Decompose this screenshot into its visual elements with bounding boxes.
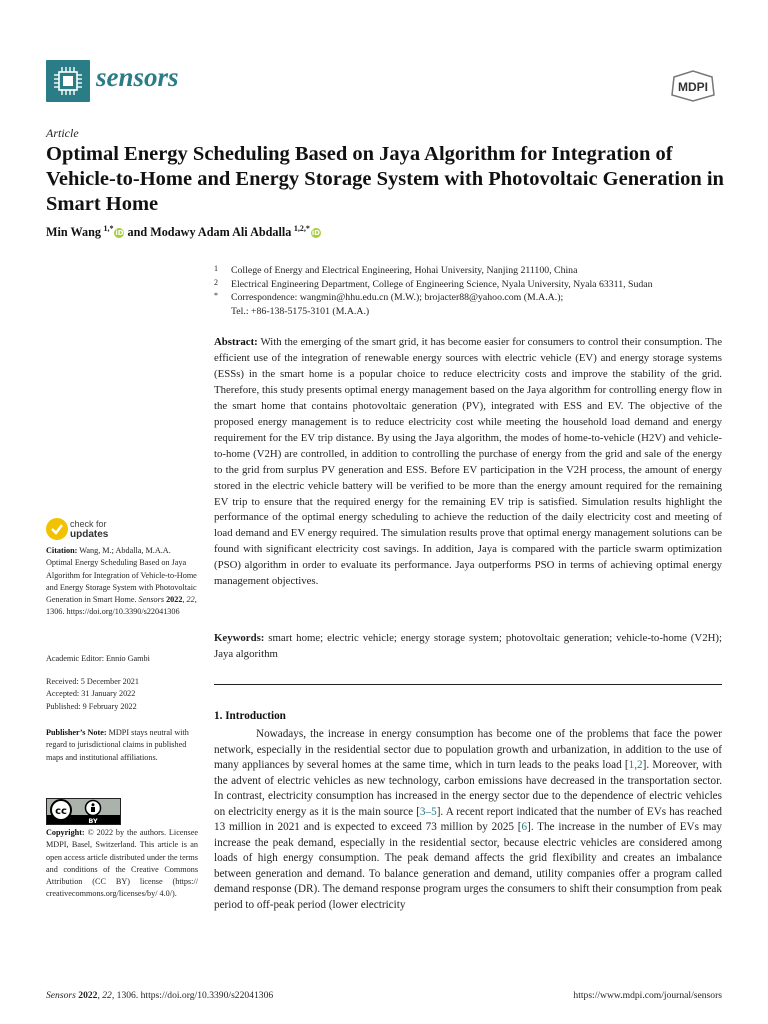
check-for-updates-badge[interactable] (46, 518, 126, 542)
introduction-paragraph (214, 727, 722, 914)
footer-doi[interactable]: 1306. https://doi.org/10.3390/s22041306 (116, 990, 274, 1001)
affiliation-item (214, 305, 724, 319)
orcid-icon[interactable]: iD (311, 229, 320, 238)
author-marks: 1,2,* (293, 224, 310, 233)
chip-icon (46, 60, 90, 102)
journal-name[interactable]: sensors (96, 62, 179, 92)
abstract-label: Abstract: (214, 336, 258, 348)
copyright-text: © 2022 by the authors. Licensee MDPI, Basel, Switzerland. This article is an open access article distributed under the terms and conditions of the Creative Commons Attribution (CC BY) license (https:// creativecommons.org/licenses/by/ 4.0/). (46, 828, 199, 899)
check-line-1: check for (70, 519, 107, 529)
affiliation-item (214, 278, 724, 292)
intro-text: Nowadays, the increase in energy consumption has become one of the problems that face the power network, especially in the residential sector due to population growth and urbanization, in addition to the use of many appliances by several homes at the same time, which in turn leads to the peaks load [ (214, 728, 722, 772)
author-line (46, 224, 321, 240)
mdpi-logo[interactable] (666, 69, 720, 103)
divider (214, 684, 722, 685)
citation-label: Citation: (46, 546, 78, 555)
footer-year: 2022 (78, 990, 98, 1001)
citation-text: Wang, M.; Abdalla, M.A.A. Optimal Energy Scheduling Based on Jaya Algorithm for Integration of Vehicle-to-Home and Energy Storage System with Photovoltaic Generation in Smart Home. (46, 546, 197, 605)
orcid-icon[interactable]: iD (115, 229, 124, 238)
correspondence-text[interactable]: Correspondence: wangmin@hhu.edu.cn (M.W.); brojacter88@yahoo.com (M.A.A.); (231, 292, 564, 304)
cc-by-license-badge[interactable] (46, 798, 121, 825)
affiliation-mark: 2 (214, 277, 218, 287)
dates-block (46, 676, 198, 713)
publishers-note (46, 727, 198, 764)
copyright-label: Copyright: (46, 828, 85, 837)
footer-journal-url[interactable]: https://www.mdpi.com/journal/sensors (573, 990, 722, 1001)
footer-journal: Sensors (46, 990, 76, 1001)
check-icon (46, 518, 68, 540)
keywords-label: Keywords: (214, 632, 265, 644)
citation-link[interactable]: 3–5 (419, 805, 437, 818)
by-label: BY (88, 817, 98, 824)
academic-editor: Academic Editor: Ennio Gambi (46, 654, 150, 663)
affiliation-text: College of Energy and Electrical Engineering, Hohai University, Nanjing 211100, China (231, 265, 578, 276)
intro-text: ]. A recent report indicated that the number of EVs has reached 13 million in 2021 and is expected to exceed 73 million by 2025 [ (214, 805, 722, 834)
affiliation-mark: * (214, 291, 218, 301)
publishers-note-label: Publisher’s Note: (46, 728, 107, 737)
affiliation-item (214, 264, 724, 278)
intro-text: ]. Moreover, with the advent of electric vehicles as new technology, carbon emissions have decreased in the transportation sector. In contrast, electricity consumption has increased in the energy sector due to the dependence of electric vehicles on electricity energy as it is the main source [ (214, 759, 722, 818)
section-heading: 1. Introduction (214, 710, 286, 722)
telephone-text: Tel.: +86-138-5175-3101 (M.A.A.) (231, 306, 370, 318)
mdpi-hexagon-icon (666, 69, 720, 103)
copyright-block (46, 827, 198, 901)
cc-by-icon (47, 799, 120, 824)
keywords (214, 631, 722, 663)
publishers-note-text: MDPI stays neutral with regard to jurisdictional claims in published maps and institutional affiliations. (46, 728, 189, 762)
affiliation-mark: 1 (214, 264, 218, 273)
citation-page: 1306. (46, 607, 65, 617)
citation-volume: 22 (186, 595, 195, 605)
citation-block: Citation: Wang, M.; Abdalla, M.A.A. Optimal Energy Scheduling Based on Jaya Algorithm for Integration of Vehicle-to-Home and Energy Storage System with Photovoltaic Generation in Smart Home. Sensors 2022, 22, 1306. https://doi.org/10.3390/s22041306 (46, 546, 197, 617)
article-title: Optimal Energy Scheduling Based on Jaya Algorithm for Integration of Vehicle-to-Home and Energy Storage System with Photovoltaic Generation in Smart Home (46, 143, 724, 215)
check-line-2: updates (70, 528, 109, 540)
accepted-date: Accepted: 31 January 2022 (46, 689, 136, 699)
citation-year: 2022 (166, 595, 183, 605)
check-for-updates-text (70, 520, 108, 539)
footer-volume: 22 (102, 990, 112, 1001)
citation-doi-link[interactable]: https://doi.org/10.3390/s22041306 (66, 607, 180, 617)
author-joiner: and (127, 225, 148, 240)
citation-journal: Sensors (138, 595, 165, 605)
affiliation-item (214, 291, 724, 305)
author-name[interactable]: Modawy Adam Ali Abdalla (150, 225, 292, 240)
affiliations (214, 264, 724, 319)
mdpi-logo-text: MDPI (678, 80, 708, 94)
abstract (214, 335, 722, 590)
published-date: Published: 9 February 2022 (46, 701, 137, 711)
journal-logo (46, 60, 90, 102)
cc-label: cc (55, 806, 67, 817)
author-marks: 1,* (103, 224, 114, 233)
affiliation-text: Electrical Engineering Department, College of Engineering Science, Nyala University, Nyala 63311, Sudan (231, 278, 653, 290)
abstract-text: With the emerging of the smart grid, it has become easier for consumers to control their consumption. The efficient use of the integration of renewable energy sources with electric vehicle (EV) and energy storage systems (ESSs) in the smart home is a popular choice to reduce electricity costs and improve the stability of the grid. Therefore, this study presents optimal energy management based on the Jaya algorithm for controlling energy flow in the smart home that contains photovoltaic generation (PV), integrated with ESS and EV. The objective of the proposed energy management is to reduce electricity cost while meeting the household load demand and energy requirement for the EV trip distance. By using the Jaya algorithm, the modes of home-to-vehicle (H2V) and vehicle-to-home (V2H) are controlled, in addition to controlling the purchase of energy from the grid and sale of the energy to the grid from surplus PV generation and ESS. Before EV participation in the V2H process, the amount of energy stored in the electric vehicle battery will be verified to be more than the energy amount required for the remaining EV trip to ensure that the required energy for the remaining EV trip is satisfied. Simulation results highlight the performance of the optimal energy scheduling to achieve the reduction of the daily electricity cost and meeting of load demand and EV energy required. The simulation results prove that optimal energy management solutions can be found with significant electricity cost savings. In addition, Jaya is compared with the particle swarm optimization (PSO) algorithm in order to evaluate its performance. Jaya outperforms PSO in terms of achieving optimal energy management objectives. (214, 336, 722, 588)
author-name[interactable]: Min Wang (46, 225, 101, 240)
citation-link[interactable]: 1,2 (628, 759, 643, 772)
citation-link[interactable]: 6 (521, 821, 528, 834)
intro-text: ]. The increase in the number of EVs may increase the peak demand, especially in the residential sector, because electric vehicles are considered among loads of high energy consumption. The peak demand affects the grid flexibility and creates an imbalance between generation and demand. To balance generation and demand, utility companies offer a program called demand response (DR). The demand response program urges the consumers to shift their consumption from peak period to off-peak period (lower electricity (214, 821, 722, 912)
received-date: Received: 5 December 2021 (46, 677, 139, 686)
article-type: Article (46, 126, 79, 140)
footer-citation: Sensors 2022, 22, 1306. https://doi.org/10.3390/s22041306 (46, 990, 274, 1001)
keywords-text: smart home; electric vehicle; energy storage system; photovoltaic generation; vehicle-to-home (V2H); Jaya algorithm (214, 632, 722, 660)
